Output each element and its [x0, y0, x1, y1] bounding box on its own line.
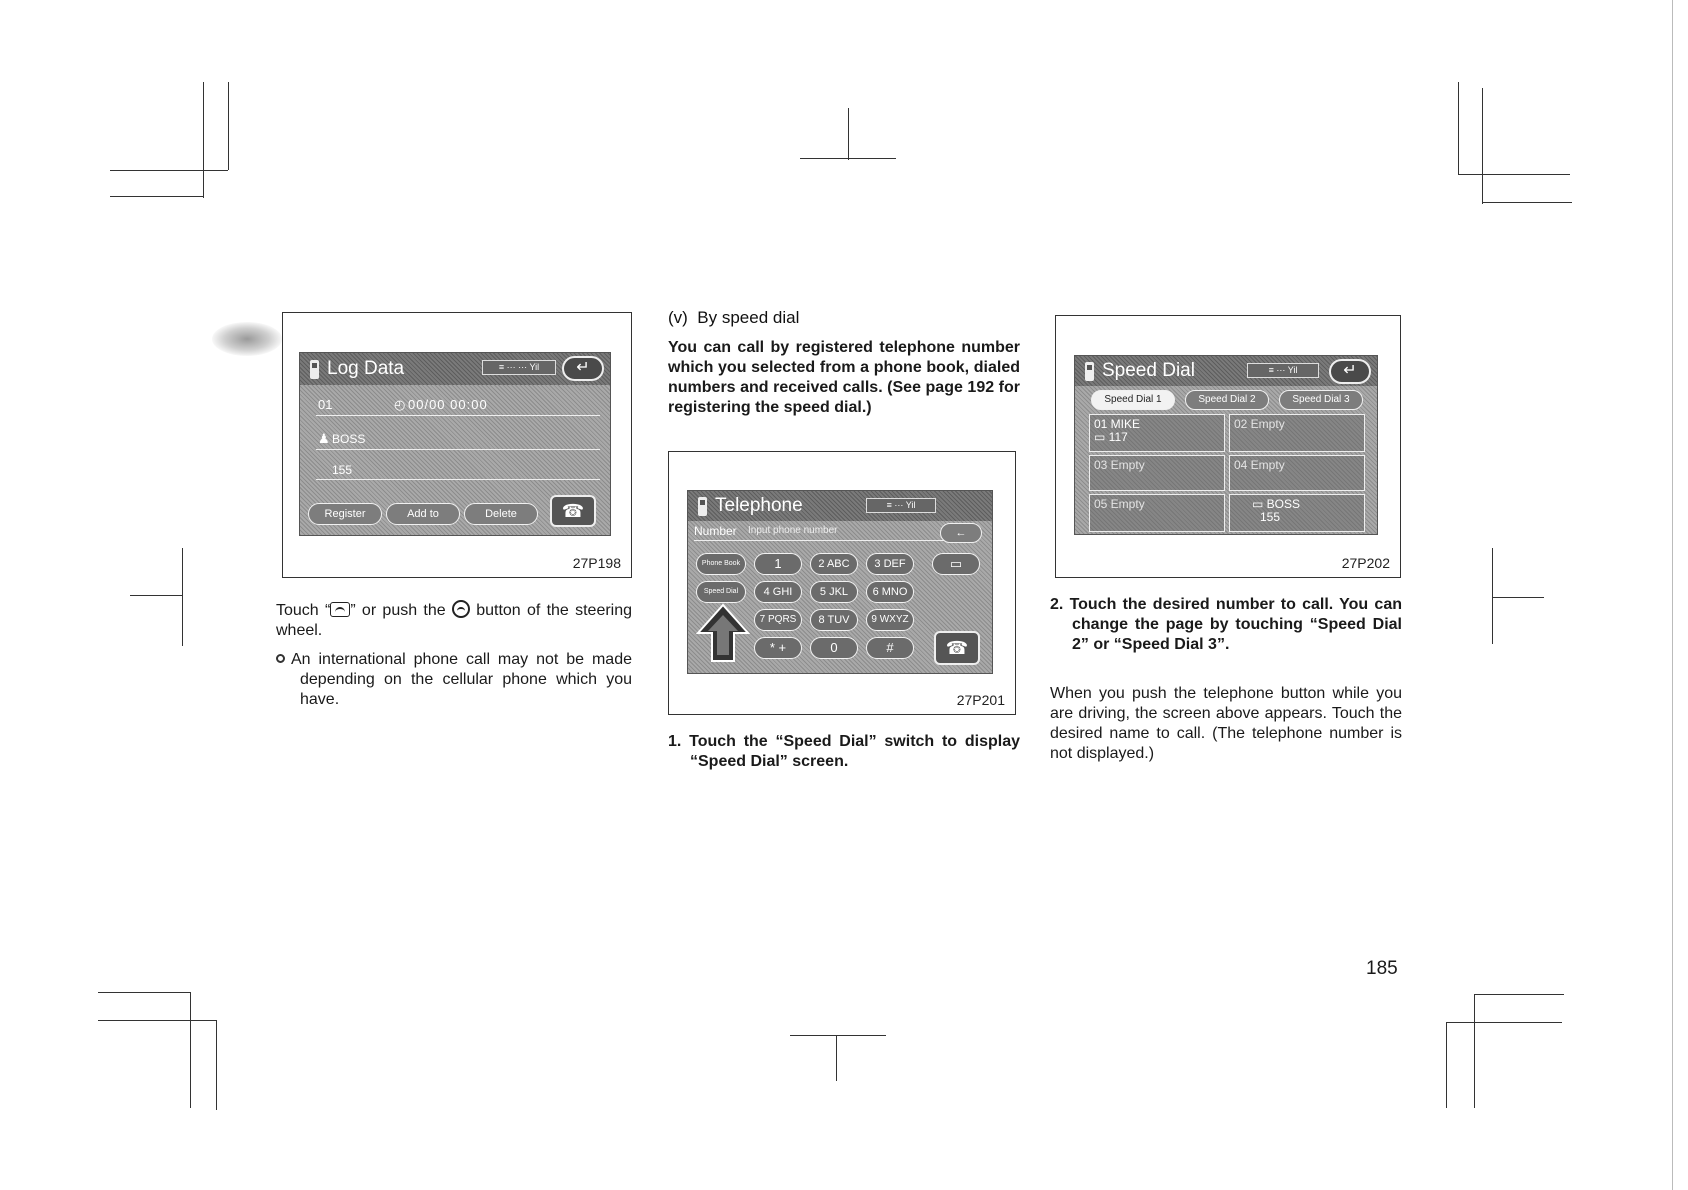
- add-to-button[interactable]: Add to: [386, 503, 460, 525]
- key-hash[interactable]: #: [866, 637, 914, 659]
- crop-mark: [800, 158, 896, 159]
- section-heading: (v) By speed dial: [668, 308, 800, 327]
- crop-mark: [110, 196, 204, 197]
- log-entry-phone: 155: [332, 463, 353, 477]
- crop-mark: [1458, 82, 1459, 174]
- speed-dial-intro: You can call by registered telephone number which you selected from a phone book, dialed numbers and received calls. (See page 192 for registering the speed dial.): [668, 339, 1020, 416]
- crop-mark: [1492, 597, 1544, 598]
- driving-note: When you push the telephone button while you are driving, the screen above appears. Touch the desired name to call. (The telephone number is not displayed.): [1050, 685, 1402, 762]
- crop-mark: [190, 992, 191, 1108]
- key-7[interactable]: 7 PQRS: [754, 609, 802, 631]
- row-divider: [316, 449, 600, 450]
- speed-dial-slot[interactable]: 05 Empty: [1089, 494, 1225, 532]
- speed-dial-slot[interactable]: 02 Empty: [1229, 414, 1365, 452]
- crop-mark: [130, 595, 182, 596]
- key-star[interactable]: * +: [754, 637, 802, 659]
- crop-mark: [1446, 1022, 1562, 1023]
- register-button[interactable]: Register: [308, 503, 382, 525]
- signal-status-indicator: ≡ ··· Yil: [1247, 363, 1319, 378]
- crop-mark: [848, 108, 849, 160]
- number-input[interactable]: Input phone number: [748, 525, 838, 536]
- figure-log-data: [282, 312, 632, 578]
- step-2: 2. Touch the desired number to call. You can change the page by touching “Speed Dial 2” or “Speed Dial 3”.: [1050, 596, 1402, 653]
- log-data-screen: [299, 352, 611, 536]
- key-6[interactable]: 6 MNO: [866, 581, 914, 603]
- phone-icon: [1085, 362, 1094, 381]
- crop-mark: [1492, 548, 1493, 644]
- speed-dial-button[interactable]: Speed Dial: [696, 581, 746, 603]
- key-1[interactable]: 1: [754, 553, 802, 575]
- call-button[interactable]: ☎: [550, 495, 596, 527]
- crop-mark: [98, 992, 190, 993]
- crop-mark: [836, 1035, 837, 1081]
- telephone-screen: [687, 490, 993, 674]
- screen-title: Telephone: [715, 495, 803, 516]
- crop-mark: [110, 170, 228, 171]
- crop-mark: [216, 1020, 217, 1110]
- crop-mark: [182, 548, 183, 646]
- figure-speed-dial: [1055, 315, 1401, 578]
- international-call-note: An international phone call may not be made depending on the cellular phone which you have.: [276, 650, 632, 710]
- phone-call-icon: [330, 602, 350, 617]
- extra-button[interactable]: ▭: [932, 553, 980, 575]
- call-button[interactable]: ☎: [934, 631, 980, 665]
- tab-speed-dial-1[interactable]: Speed Dial 1: [1091, 390, 1175, 410]
- speed-dial-slot[interactable]: 04 Empty: [1229, 455, 1365, 491]
- back-button[interactable]: ↵: [562, 356, 604, 381]
- phone-type-icon: ▭: [1252, 497, 1267, 511]
- input-underline: [694, 540, 946, 541]
- key-4[interactable]: 4 GHI: [754, 581, 802, 603]
- key-8[interactable]: 8 TUV: [810, 609, 858, 631]
- crop-mark: [1482, 88, 1483, 204]
- key-9[interactable]: 9 WXYZ: [866, 609, 914, 631]
- tab-speed-dial-2[interactable]: Speed Dial 2: [1185, 390, 1269, 410]
- screen-title: Log Data: [327, 358, 405, 379]
- crop-mark: [1482, 202, 1572, 203]
- crop-mark: [228, 82, 229, 170]
- key-5[interactable]: 5 JKL: [810, 581, 858, 603]
- telephone-titlebar: [688, 491, 992, 521]
- signal-status-indicator: ≡ ··· ··· Yil: [482, 360, 556, 375]
- figure-telephone: [668, 451, 1016, 715]
- speed-dial-slot[interactable]: 01 MIKE ▭ 117: [1089, 414, 1225, 452]
- key-0[interactable]: 0: [810, 637, 858, 659]
- key-3[interactable]: 3 DEF: [866, 553, 914, 575]
- crop-mark: [203, 82, 204, 198]
- steering-wheel-phone-icon: [452, 600, 470, 618]
- person-icon: ♟: [318, 431, 330, 446]
- crop-mark: [1458, 174, 1570, 175]
- bullet-icon: [276, 654, 285, 663]
- figure-caption: 27P201: [956, 692, 1005, 708]
- crop-mark: [1474, 994, 1564, 995]
- tab-speed-dial-3[interactable]: Speed Dial 3: [1279, 390, 1363, 410]
- page-edge-line: [1672, 0, 1673, 1190]
- row-divider: [316, 479, 600, 480]
- pointer-arrow-icon: [696, 603, 750, 663]
- delete-button[interactable]: Delete: [464, 503, 538, 525]
- page-number: 185: [1366, 958, 1398, 979]
- backspace-button[interactable]: ←: [940, 523, 982, 543]
- row-divider: [316, 415, 600, 416]
- touch-instruction: Touch “ ” or push the button of the steering wheel.: [276, 602, 633, 639]
- log-entry-number: 01: [318, 397, 333, 412]
- phone-icon: [698, 497, 707, 516]
- speed-dial-slot[interactable]: ▭ BOSS 155: [1229, 494, 1365, 532]
- figure-caption: 27P202: [1341, 555, 1390, 571]
- speed-dial-screen: [1074, 355, 1378, 535]
- crop-mark: [1446, 1022, 1447, 1108]
- figure-caption: 27P198: [572, 555, 621, 571]
- crop-mark: [1474, 994, 1475, 1108]
- crop-mark: [790, 1035, 886, 1036]
- phone-book-button[interactable]: Phone Book: [696, 553, 746, 575]
- back-button[interactable]: ↵: [1329, 359, 1371, 384]
- clock-icon: ◴: [394, 397, 406, 412]
- scan-smudge: [212, 322, 282, 356]
- step-1: 1. Touch the “Speed Dial” switch to display “Speed Dial” screen.: [668, 733, 1020, 770]
- log-entry-time: 00/00 00:00: [408, 397, 488, 412]
- screen-title: Speed Dial: [1102, 360, 1195, 381]
- speed-dial-slot[interactable]: 03 Empty: [1089, 455, 1225, 491]
- crop-mark: [98, 1020, 216, 1021]
- signal-status-indicator: ≡ ··· Yil: [866, 498, 936, 513]
- key-2[interactable]: 2 ABC: [810, 553, 858, 575]
- number-label: Number: [694, 524, 737, 538]
- phone-type-icon: ▭: [1094, 430, 1109, 444]
- phone-icon: [310, 360, 319, 379]
- log-entry-name: BOSS: [332, 432, 366, 446]
